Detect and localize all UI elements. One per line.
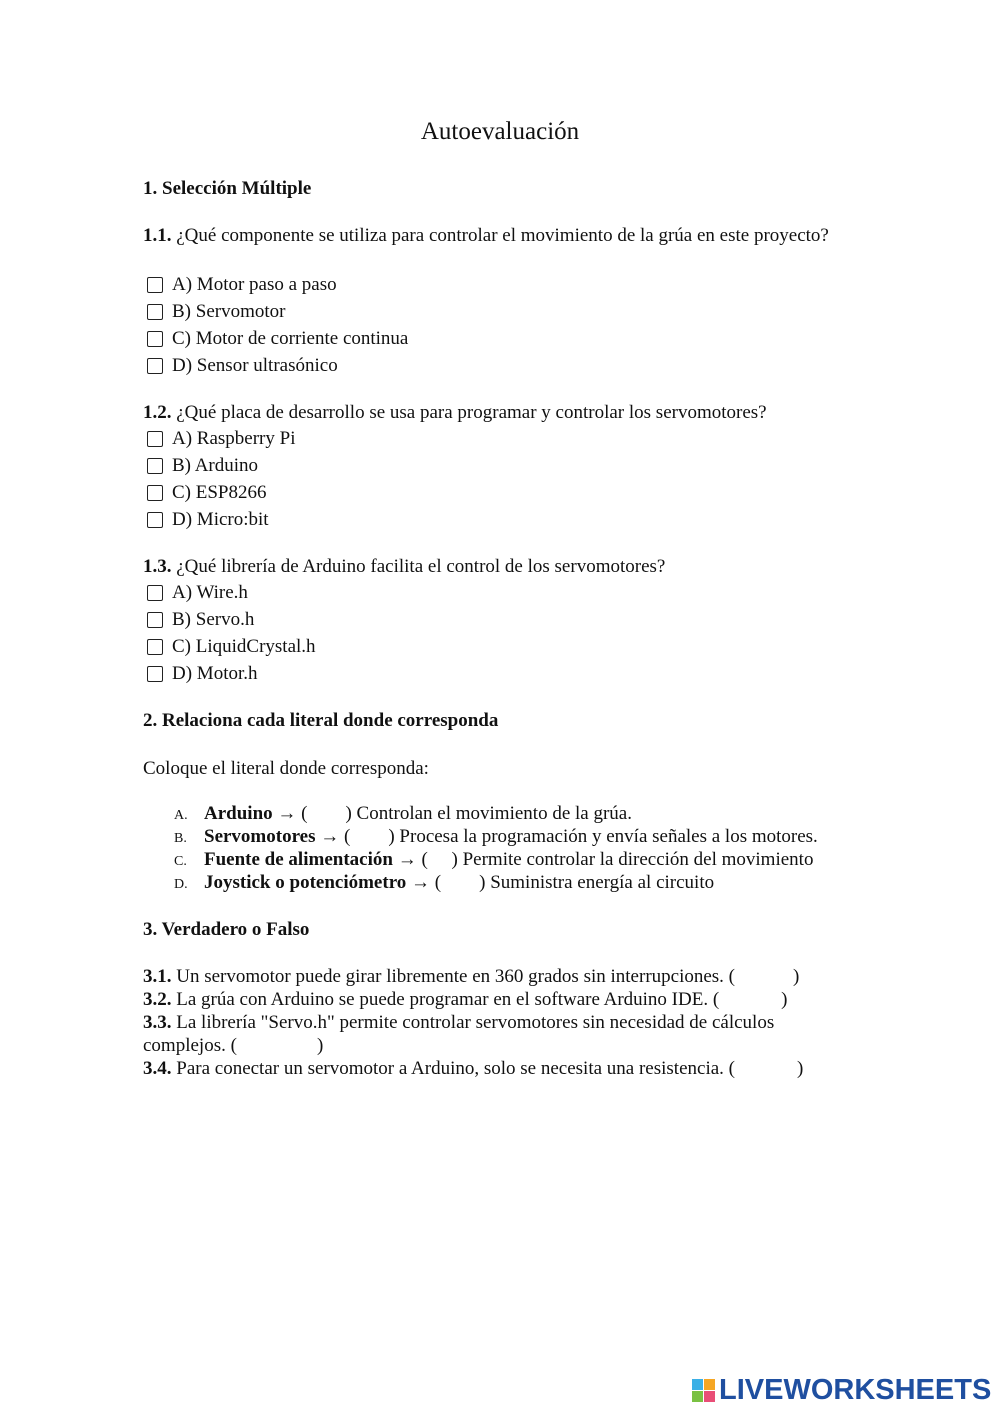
match-item-a	[174, 802, 632, 827]
logo-block	[704, 1391, 715, 1402]
match-item-b	[174, 825, 818, 850]
option-label: D) Micro:bit	[172, 509, 269, 530]
option-label: D) Sensor ultrasónico	[172, 355, 338, 376]
answer-blank[interactable]	[428, 849, 452, 870]
tf-item-3-3	[143, 1011, 774, 1034]
question-text: ¿Qué placa de desarrollo se usa para programar y controlar los servomotores?	[176, 402, 767, 423]
tf-number: 3.3.	[143, 1012, 172, 1033]
tf-close: )	[781, 989, 788, 1010]
match-description: ) Controlan el movimiento de la grúa.	[345, 803, 632, 824]
option-1-3-b[interactable]	[147, 608, 254, 631]
option-label: A) Wire.h	[172, 582, 248, 603]
tf-close: )	[316, 1035, 324, 1056]
question-1-3	[143, 555, 863, 578]
question-number: 1.2.	[143, 402, 172, 423]
question-number: 1.1.	[143, 225, 172, 246]
checkbox-icon[interactable]	[147, 458, 163, 474]
logo-blocks-icon	[692, 1379, 715, 1402]
section1-heading: 1. Selección Múltiple	[143, 178, 312, 199]
checkbox-icon[interactable]	[147, 331, 163, 347]
match-arrow: → (	[315, 826, 351, 847]
tf-close: )	[796, 1058, 804, 1079]
option-1-1-b[interactable]	[147, 300, 285, 323]
checkbox-icon[interactable]	[147, 485, 163, 501]
logo-block	[692, 1379, 703, 1390]
option-1-2-d[interactable]	[147, 508, 269, 531]
section2-instruction: Coloque el literal donde corresponda:	[143, 758, 429, 779]
option-1-3-a[interactable]	[147, 581, 248, 604]
option-label: C) ESP8266	[172, 482, 267, 503]
checkbox-icon[interactable]	[147, 639, 163, 655]
option-label: D) Motor.h	[172, 663, 258, 684]
match-description: ) Suministra energía al circuito	[479, 872, 715, 893]
checkbox-icon[interactable]	[147, 431, 163, 447]
tf-item-3-3-cont	[143, 1034, 323, 1057]
tf-text: Para conectar un servomotor a Arduino, solo se necesita una resistencia. (	[176, 1058, 735, 1079]
option-1-3-c[interactable]	[147, 635, 316, 658]
section3-heading: 3. Verdadero o Falso	[143, 919, 310, 940]
question-text: ¿Qué librería de Arduino facilita el control de los servomotores?	[176, 556, 666, 577]
option-label: C) Motor de corriente continua	[172, 328, 409, 349]
option-1-2-c[interactable]	[147, 481, 267, 504]
question-text: ¿Qué componente se utiliza para controlar el movimiento de la grúa en este proyecto?	[176, 225, 829, 246]
option-label: B) Arduino	[172, 455, 259, 476]
tf-close: )	[793, 966, 800, 987]
checkbox-icon[interactable]	[147, 277, 163, 293]
tf-text: La librería "Servo.h" permite controlar servomotores sin necesidad de cálculos	[176, 1012, 775, 1033]
match-description: ) Procesa la programación y envía señales a los motores.	[388, 826, 818, 847]
match-arrow: → (	[392, 849, 428, 870]
question-1-1	[143, 224, 863, 247]
answer-blank[interactable]	[350, 826, 388, 847]
match-item-d	[174, 871, 714, 896]
tf-item-3-2	[143, 988, 787, 1011]
option-1-1-d[interactable]	[147, 354, 338, 377]
answer-blank[interactable]	[307, 803, 345, 824]
answer-blank[interactable]	[441, 872, 479, 893]
match-letter: B.	[174, 831, 187, 846]
brand-name: LIVEWORKSHEETS	[719, 1374, 992, 1406]
checkbox-icon[interactable]	[147, 612, 163, 628]
tf-number: 3.1.	[143, 966, 172, 987]
match-term: Fuente de alimentación	[204, 849, 393, 870]
liveworksheets-logo	[692, 1374, 991, 1407]
option-label: B) Servomotor	[172, 301, 286, 322]
checkbox-icon[interactable]	[147, 666, 163, 682]
match-term: Joystick o potenciómetro	[204, 872, 407, 893]
question-number: 1.3.	[143, 556, 172, 577]
logo-block	[704, 1379, 715, 1390]
checkbox-icon[interactable]	[147, 358, 163, 374]
tf-text: La grúa con Arduino se puede programar en el software Arduino IDE. (	[176, 989, 720, 1010]
match-letter: A.	[174, 808, 188, 823]
question-1-2	[143, 401, 863, 424]
tf-item-3-1	[143, 965, 799, 988]
option-1-3-d[interactable]	[147, 662, 258, 685]
tf-text: Un servomotor puede girar libremente en 360 grados sin interrupciones. (	[176, 966, 736, 987]
match-arrow: → (	[272, 803, 308, 824]
checkbox-icon[interactable]	[147, 304, 163, 320]
option-label: A) Raspberry Pi	[172, 428, 296, 449]
tf-text-continued: complejos. (	[143, 1035, 237, 1056]
option-1-1-c[interactable]	[147, 327, 408, 350]
checkbox-icon[interactable]	[147, 585, 163, 601]
match-letter: D.	[174, 877, 188, 892]
match-term: Arduino	[204, 803, 273, 824]
tf-number: 3.2.	[143, 989, 172, 1010]
tf-item-3-4	[143, 1057, 803, 1080]
match-arrow: → (	[406, 872, 442, 893]
option-label: C) LiquidCrystal.h	[172, 636, 316, 657]
option-1-2-a[interactable]	[147, 427, 295, 450]
section2-heading: 2. Relaciona cada literal donde corresponda	[143, 710, 499, 731]
match-term: Servomotores	[204, 826, 316, 847]
option-1-1-a[interactable]	[147, 273, 337, 296]
option-label: A) Motor paso a paso	[172, 274, 337, 295]
match-letter: C.	[174, 854, 187, 869]
match-description: ) Permite controlar la dirección del movimiento	[451, 849, 814, 870]
checkbox-icon[interactable]	[147, 512, 163, 528]
tf-number: 3.4.	[143, 1058, 172, 1079]
option-1-2-b[interactable]	[147, 454, 258, 477]
option-label: B) Servo.h	[172, 609, 255, 630]
match-item-c	[174, 848, 813, 873]
logo-block	[692, 1391, 703, 1402]
page-title: Autoevaluación	[420, 118, 580, 145]
